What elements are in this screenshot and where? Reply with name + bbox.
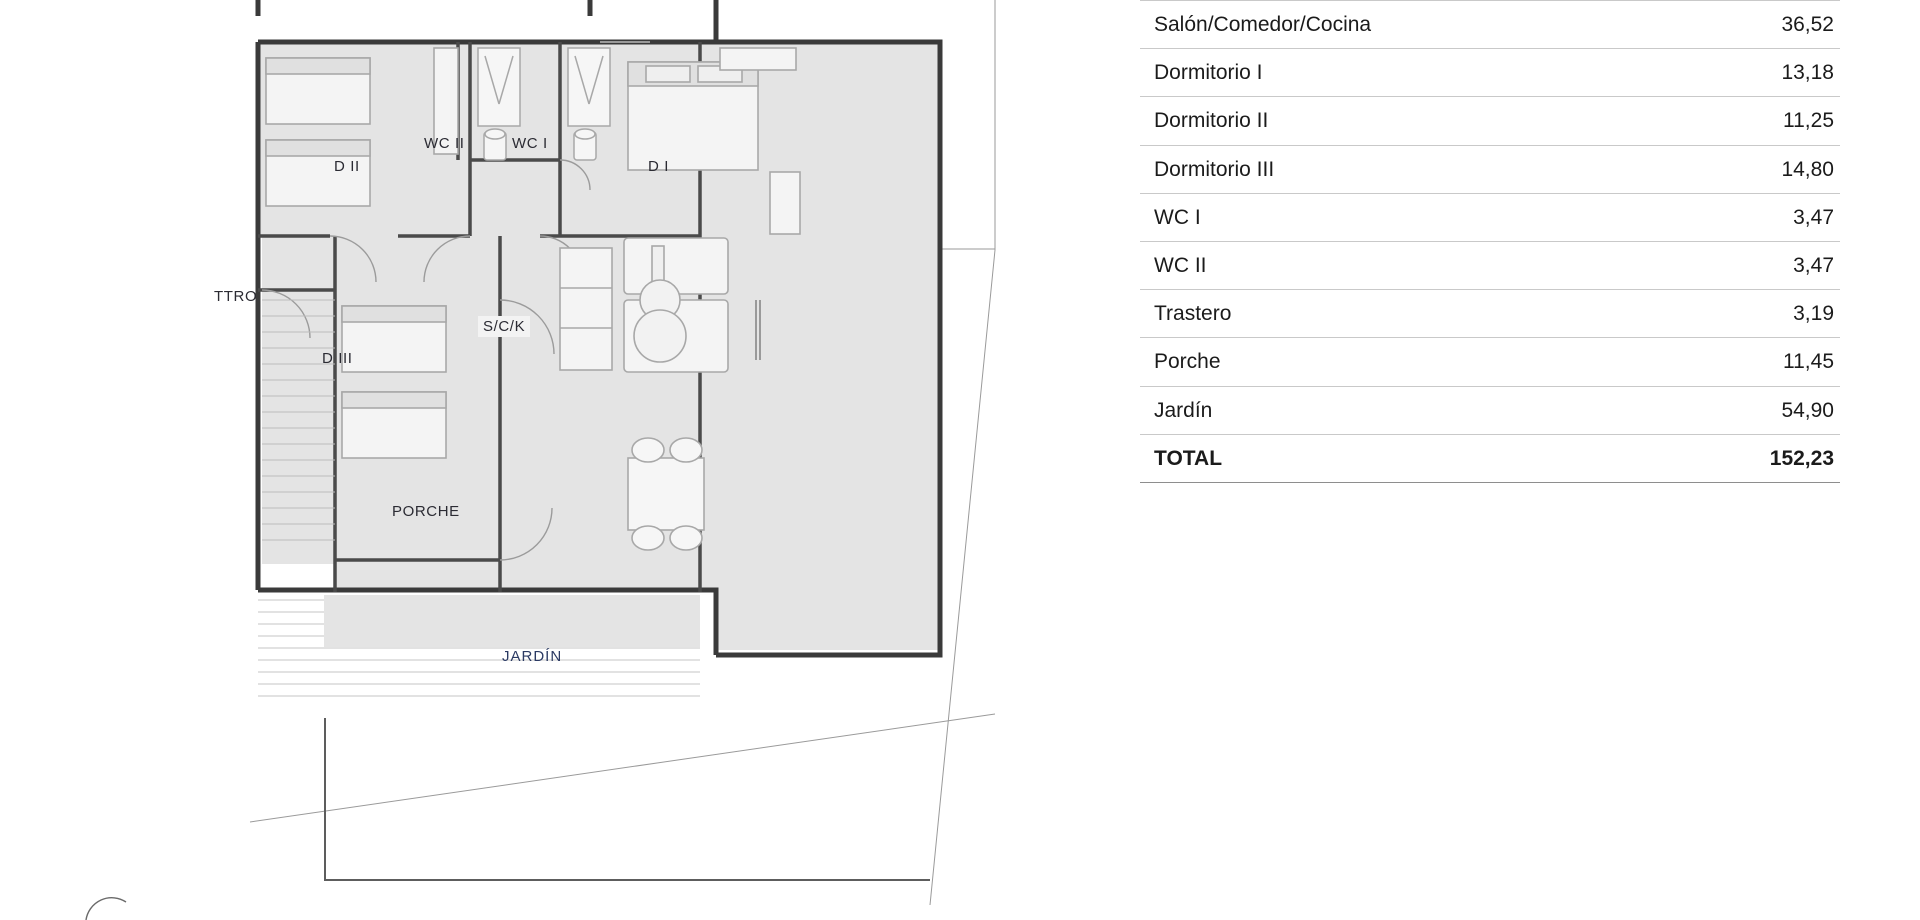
table-row [1140, 290, 1840, 338]
table-row [1140, 146, 1840, 194]
table-row [1140, 242, 1840, 290]
area-value: 11,25 [1783, 109, 1834, 133]
room-label-jardin: JARDÍN [502, 648, 563, 665]
area-value: 36,52 [1781, 13, 1834, 36]
compass-icon [86, 898, 126, 920]
bed-d3-a [342, 306, 446, 372]
porch-fill [324, 595, 700, 647]
garden-outline [325, 718, 930, 880]
area-value: 54,90 [1781, 398, 1834, 422]
room-label-d3: D III [322, 350, 353, 367]
kitchen-counter [560, 248, 612, 370]
room-label-d2: D II [334, 158, 360, 175]
area-name: Dormitorio II [1154, 109, 1269, 133]
room-label-sck: S/C/K [478, 316, 530, 337]
area-schedule-table [1140, 0, 1840, 483]
room-label-wc2: WC II [424, 135, 465, 152]
area-value: 3,19 [1793, 302, 1834, 326]
area-value: 13,18 [1781, 61, 1834, 85]
area-name: Salón/Comedor/Cocina [1154, 13, 1372, 36]
bed-d2-a [266, 58, 370, 124]
table-row [1140, 0, 1840, 49]
area-value: 3,47 [1793, 253, 1834, 277]
room-label-d1: D I [648, 158, 669, 175]
table-row [1140, 97, 1840, 145]
upper-wall-stub [258, 0, 716, 42]
area-name: Porche [1154, 350, 1221, 374]
table-row [1140, 387, 1840, 435]
total-label: TOTAL [1154, 446, 1223, 470]
armchair [634, 280, 686, 362]
table-row [1140, 194, 1840, 242]
room-label-porche: PORCHE [392, 503, 460, 520]
area-name: Dormitorio I [1154, 61, 1263, 85]
table-row-total [1140, 435, 1840, 483]
area-name: Trastero [1154, 302, 1232, 326]
total-value: 152,23 [1769, 446, 1834, 470]
room-label-wc1: WC I [512, 135, 548, 152]
area-value: 3,47 [1793, 205, 1834, 229]
area-value: 14,80 [1781, 157, 1834, 181]
bed-d1 [628, 62, 758, 170]
bed-d3-b [342, 392, 446, 458]
area-name: WC I [1154, 205, 1201, 229]
room-label-ttro: TTRO [214, 288, 258, 305]
table-row [1140, 49, 1840, 97]
area-name: Jardín [1154, 398, 1213, 422]
area-name: WC II [1154, 253, 1207, 277]
area-value: 11,45 [1783, 350, 1834, 374]
area-name: Dormitorio III [1154, 157, 1275, 181]
table-row [1140, 338, 1840, 386]
